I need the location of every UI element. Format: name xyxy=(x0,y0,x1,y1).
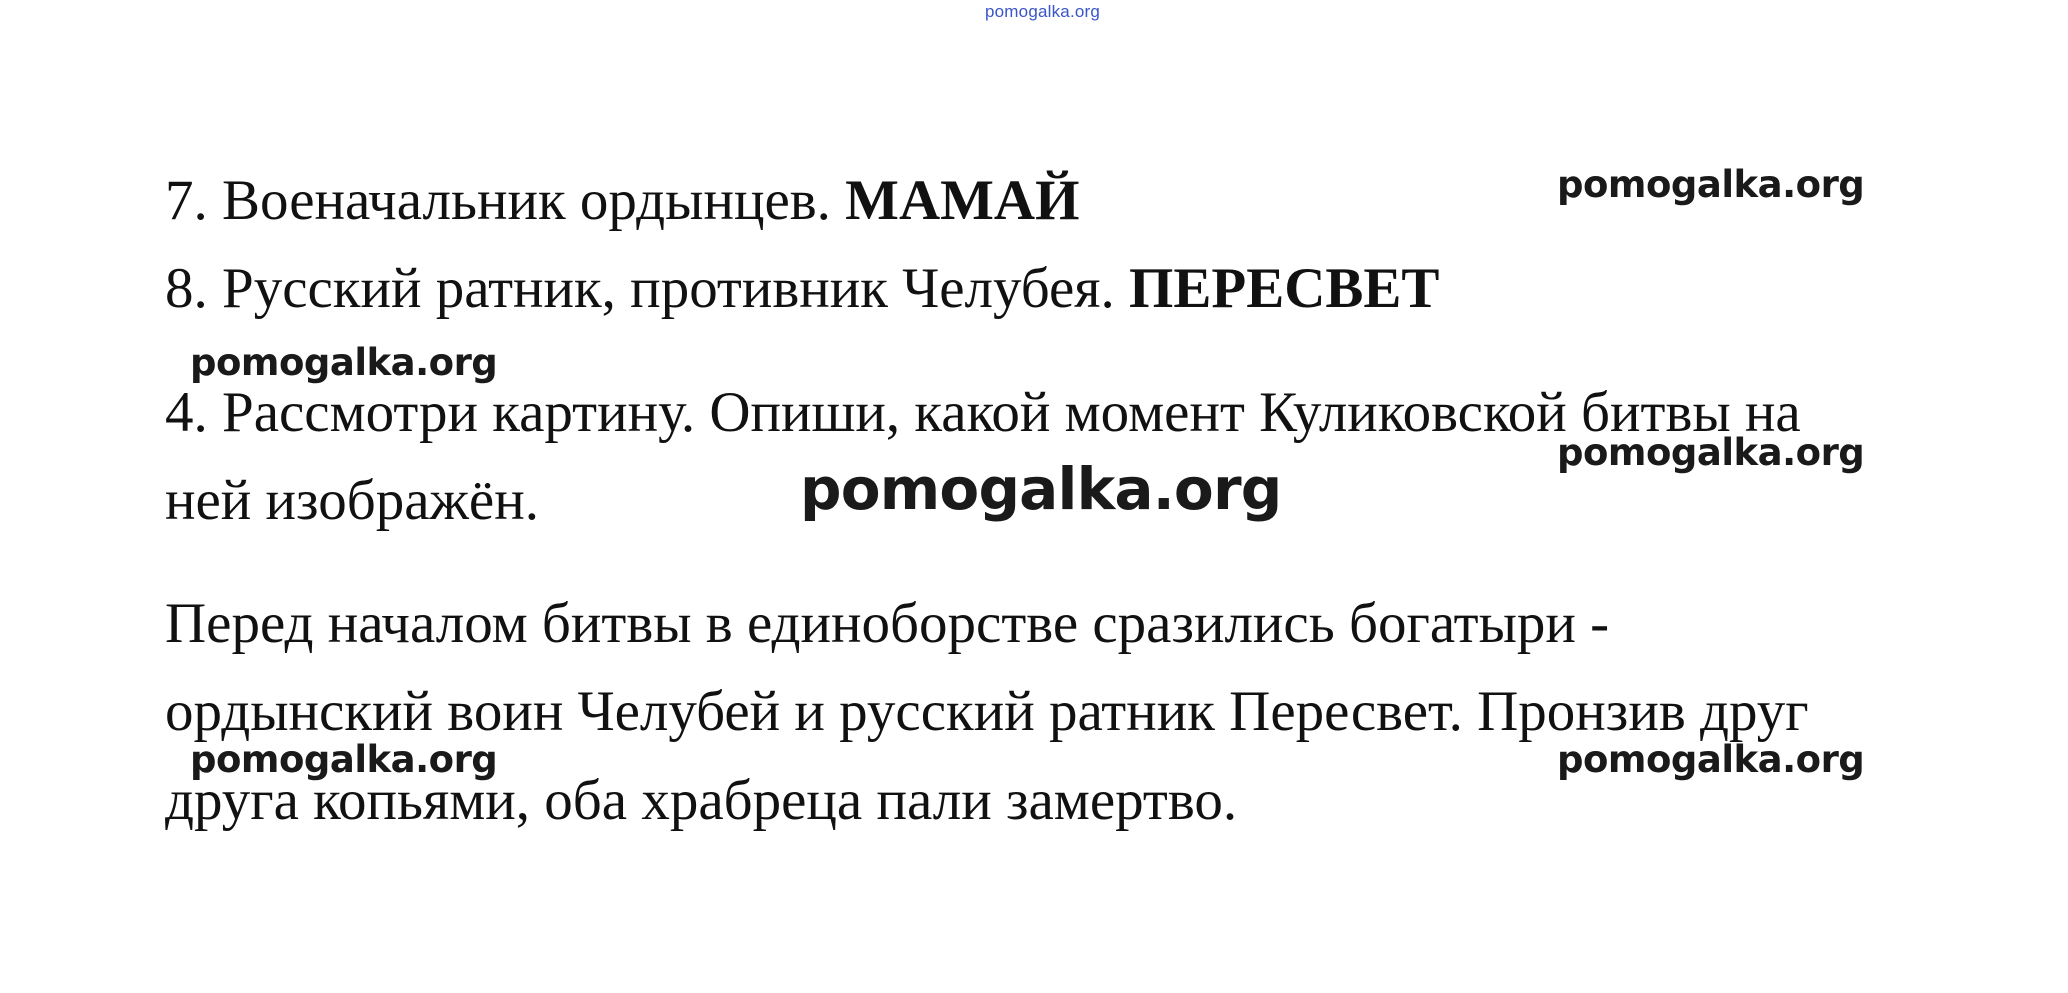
answer-8-text: 8. Русский ратник, противник Челубея. xyxy=(165,257,1130,320)
answer-text-line-3: друга копьями, оба храбреца пали замертво. xyxy=(165,769,1238,832)
answer-line-7 xyxy=(165,169,1080,232)
watermark: pomogalka.org xyxy=(190,341,498,384)
watermark: pomogalka.org xyxy=(1557,163,1865,206)
site-link[interactable]: pomogalka.org xyxy=(985,2,1101,21)
answer-text-line-2: ордынский воин Челубей и русский ратник Пересвет. Пронзив друг xyxy=(165,680,1809,743)
watermark: pomogalka.org xyxy=(190,738,498,781)
answer-8-value: ПЕРЕСВЕТ xyxy=(1129,257,1440,320)
answer-7-value: МАМАЙ xyxy=(845,169,1080,232)
answer-7-text: 7. Военачальник ордынцев. xyxy=(165,169,846,232)
question-line-2: ней изображён. xyxy=(165,469,539,532)
watermark: pomogalka.org xyxy=(1557,738,1865,781)
watermark: pomogalka.org xyxy=(1557,431,1865,474)
watermark-large: pomogalka.org xyxy=(800,455,1282,523)
answer-line-8 xyxy=(165,257,1440,320)
answer-text-line-1: Перед началом битвы в единоборстве сразились богатыри - xyxy=(165,592,1610,655)
question-line-1: 4. Рассмотри картину. Опиши, какой момент Куликовской битвы на xyxy=(165,381,1801,444)
